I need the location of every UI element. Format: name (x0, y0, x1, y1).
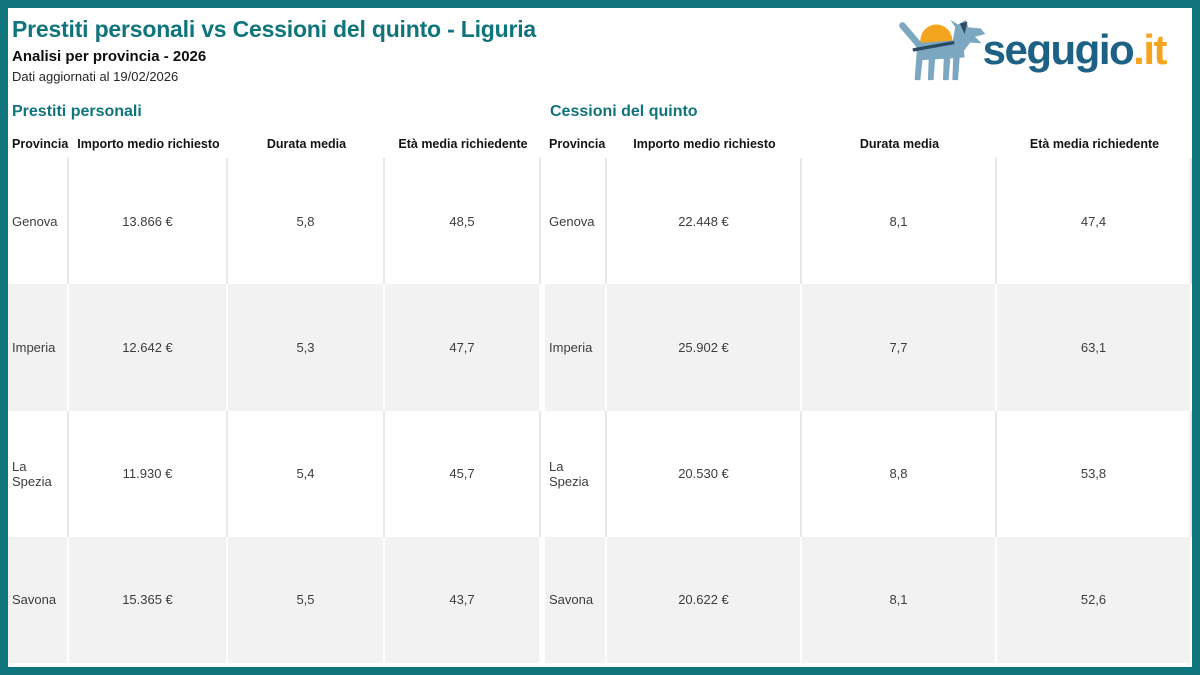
cell-provincia: La Spezia (545, 411, 607, 537)
cell-provincia: Imperia (8, 284, 69, 410)
section-title-prestiti-personali: Prestiti personali (12, 103, 142, 120)
cell-provincia: Genova (545, 158, 607, 284)
segugio-logo (893, 10, 1166, 90)
cell-eta: 47,7 (385, 284, 541, 410)
cell-eta: 52,6 (997, 537, 1192, 663)
cell-durata: 5,3 (228, 284, 385, 410)
cell-importo: 13.866 € (69, 158, 228, 284)
cell-provincia: Savona (545, 537, 607, 663)
cell-importo: 12.642 € (69, 284, 228, 410)
cell-provincia: Imperia (545, 284, 607, 410)
table-header-row (8, 130, 541, 158)
cell-eta: 45,7 (385, 411, 541, 537)
column-header-importo: Importo medio richiesto (77, 137, 220, 151)
cell-durata: 5,4 (228, 411, 385, 537)
cell-provincia: Genova (8, 158, 69, 284)
cell-importo: 20.622 € (607, 537, 802, 663)
cell-durata: 8,1 (802, 537, 997, 663)
dog-icon (893, 15, 991, 85)
table-row (545, 537, 1192, 663)
cell-eta: 47,4 (997, 158, 1192, 284)
cell-durata: 8,1 (802, 158, 997, 284)
table-row (8, 158, 541, 284)
column-header-provincia: Provincia (12, 137, 69, 151)
cell-durata: 8,8 (802, 411, 997, 537)
table-row (545, 284, 1192, 410)
cell-eta: 48,5 (385, 158, 541, 284)
cell-durata: 7,7 (802, 284, 997, 410)
cell-importo: 11.930 € (69, 411, 228, 537)
column-header-durata: Durata media (859, 137, 940, 151)
cell-importo: 20.530 € (607, 411, 802, 537)
cell-provincia: La Spezia (8, 411, 69, 537)
cell-importo: 22.448 € (607, 158, 802, 284)
cell-durata: 5,8 (228, 158, 385, 284)
cell-importo: 25.902 € (607, 284, 802, 410)
column-header-provincia: Provincia (549, 137, 606, 151)
cell-eta: 43,7 (385, 537, 541, 663)
column-header-eta: Età media richiedente (1029, 137, 1160, 151)
page-title: Prestiti personali vs Cessioni del quinto - Liguria (12, 16, 537, 42)
column-header-durata: Durata media (266, 137, 347, 151)
table-row (8, 411, 541, 537)
table-row (545, 158, 1192, 284)
cell-durata: 5,5 (228, 537, 385, 663)
table-row (8, 284, 541, 410)
table-row (8, 537, 541, 663)
logo-text (983, 26, 1166, 74)
column-header-importo: Importo medio richiesto (633, 137, 776, 151)
section-title-cessioni-del-quinto: Cessioni del quinto (550, 103, 698, 120)
logo-tld: .it (1133, 26, 1166, 73)
table-cessioni-del-quinto (545, 130, 1192, 663)
table-header-row (545, 130, 1192, 158)
cell-importo: 15.365 € (69, 537, 228, 663)
page-subtitle: Analisi per provincia - 2026 (12, 48, 207, 65)
logo-name: segugio (982, 26, 1134, 73)
cell-eta: 53,8 (997, 411, 1192, 537)
table-prestiti-personali (8, 130, 541, 663)
table-row (545, 411, 1192, 537)
column-header-eta: Età media richiedente (398, 137, 528, 151)
updated-date: Dati aggiornati al 19/02/2026 (12, 69, 179, 84)
cell-provincia: Savona (8, 537, 69, 663)
cell-eta: 63,1 (997, 284, 1192, 410)
